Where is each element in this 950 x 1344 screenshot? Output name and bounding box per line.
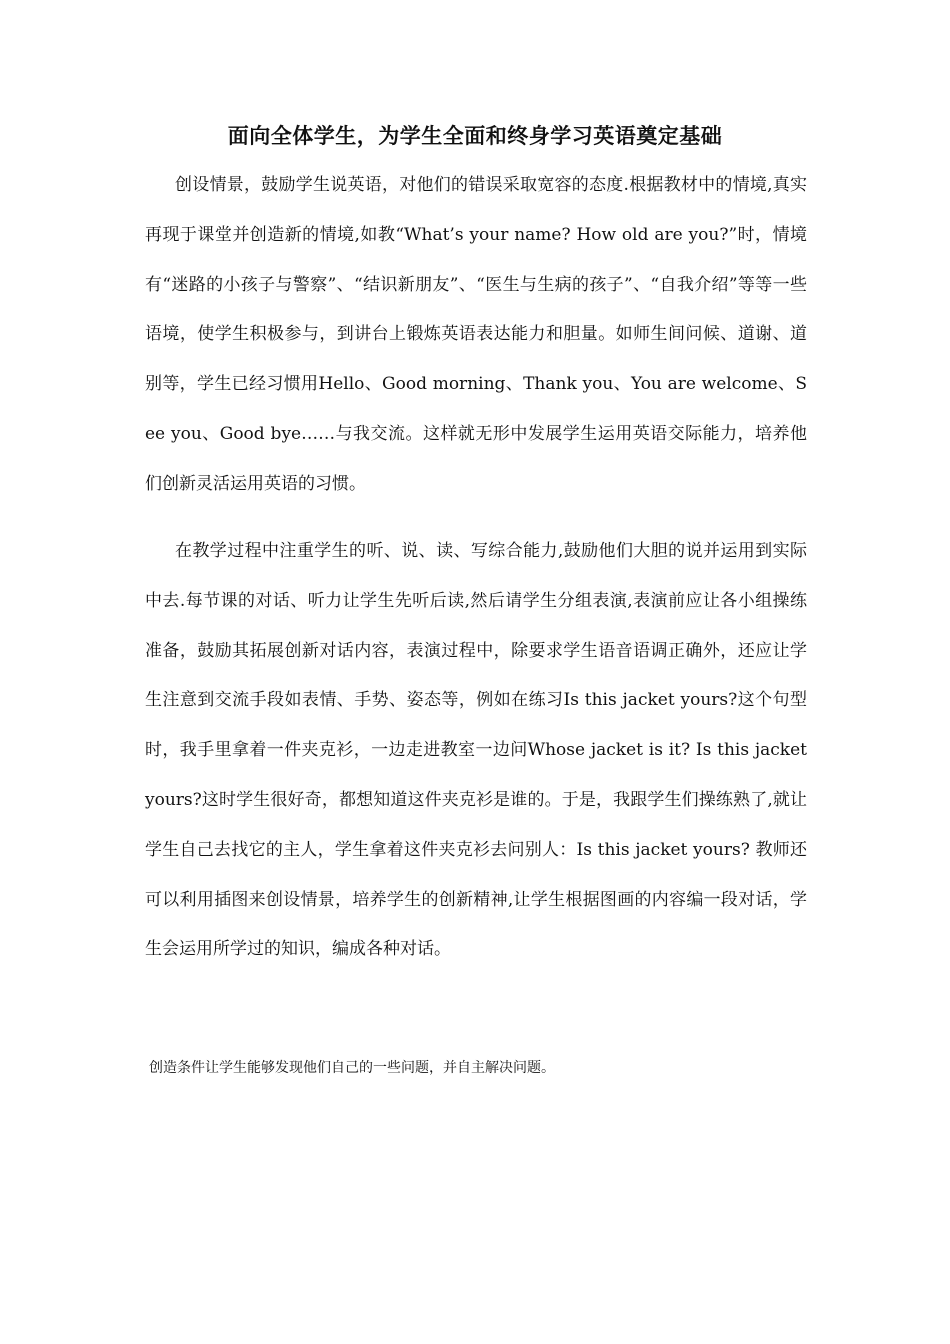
document-title: 面向全体学生，为学生全面和终身学习英语奠定基础: [227, 123, 723, 148]
closing-note: 创造条件让学生能够发现他们自己的一些问题，并自主解决问题。: [149, 1060, 555, 1076]
body-paragraph-1: 创设情景，鼓励学生说英语，对他们的错误采取宽容的态度.根据教材中的情境,真实再现于课堂并创造新的情境,如教“What’s your name? How old are you?”时，情境有“迷路的小孩子与警察”、“结识新朋友”、“医生与生病的孩子”、“自我介绍”等等一些语境，使学生积极参与，到讲台上锻炼英语表达能力和胆量。如师生间问候、道谢、道别等，学生已经习惯用Hello、Good morning、Thank you、You are welcome、See you、Good bye……与我交流。这样就无形中发展学生运用英语交际能力，培养他们创新灵活运用英语的习惯。: [145, 175, 807, 494]
body-paragraph-2: 在教学过程中注重学生的听、说、读、写综合能力,鼓励他们大胆的说并运用到实际中去.每节课的对话、听力让学生先听后读,然后请学生分组表演,表演前应让各小组操练准备，鼓励其拓展创新对话内容，表演过程中，除要求学生语音语调正确外，还应让学生注意到交流手段如表情、手势、姿态等，例如在练习Is this jacket yours?这个句型时，我手里拿着一件夹克衫，一边走进教室一边问Whose jacket is it? Is this jacket yours?这时学生很好奇，都想知道这件夹克衫是谁的。于是，我跟学生们操练熟了,就让学生自己去找它的主人，学生拿着这件夹克衫去问别人：Is this jacket yours? 教师还可以利用插图来创设情景，培养学生的创新精神,让学生根据图画的内容编一段对话，学生会运用所学过的知识，编成各种对话。: [145, 541, 807, 960]
